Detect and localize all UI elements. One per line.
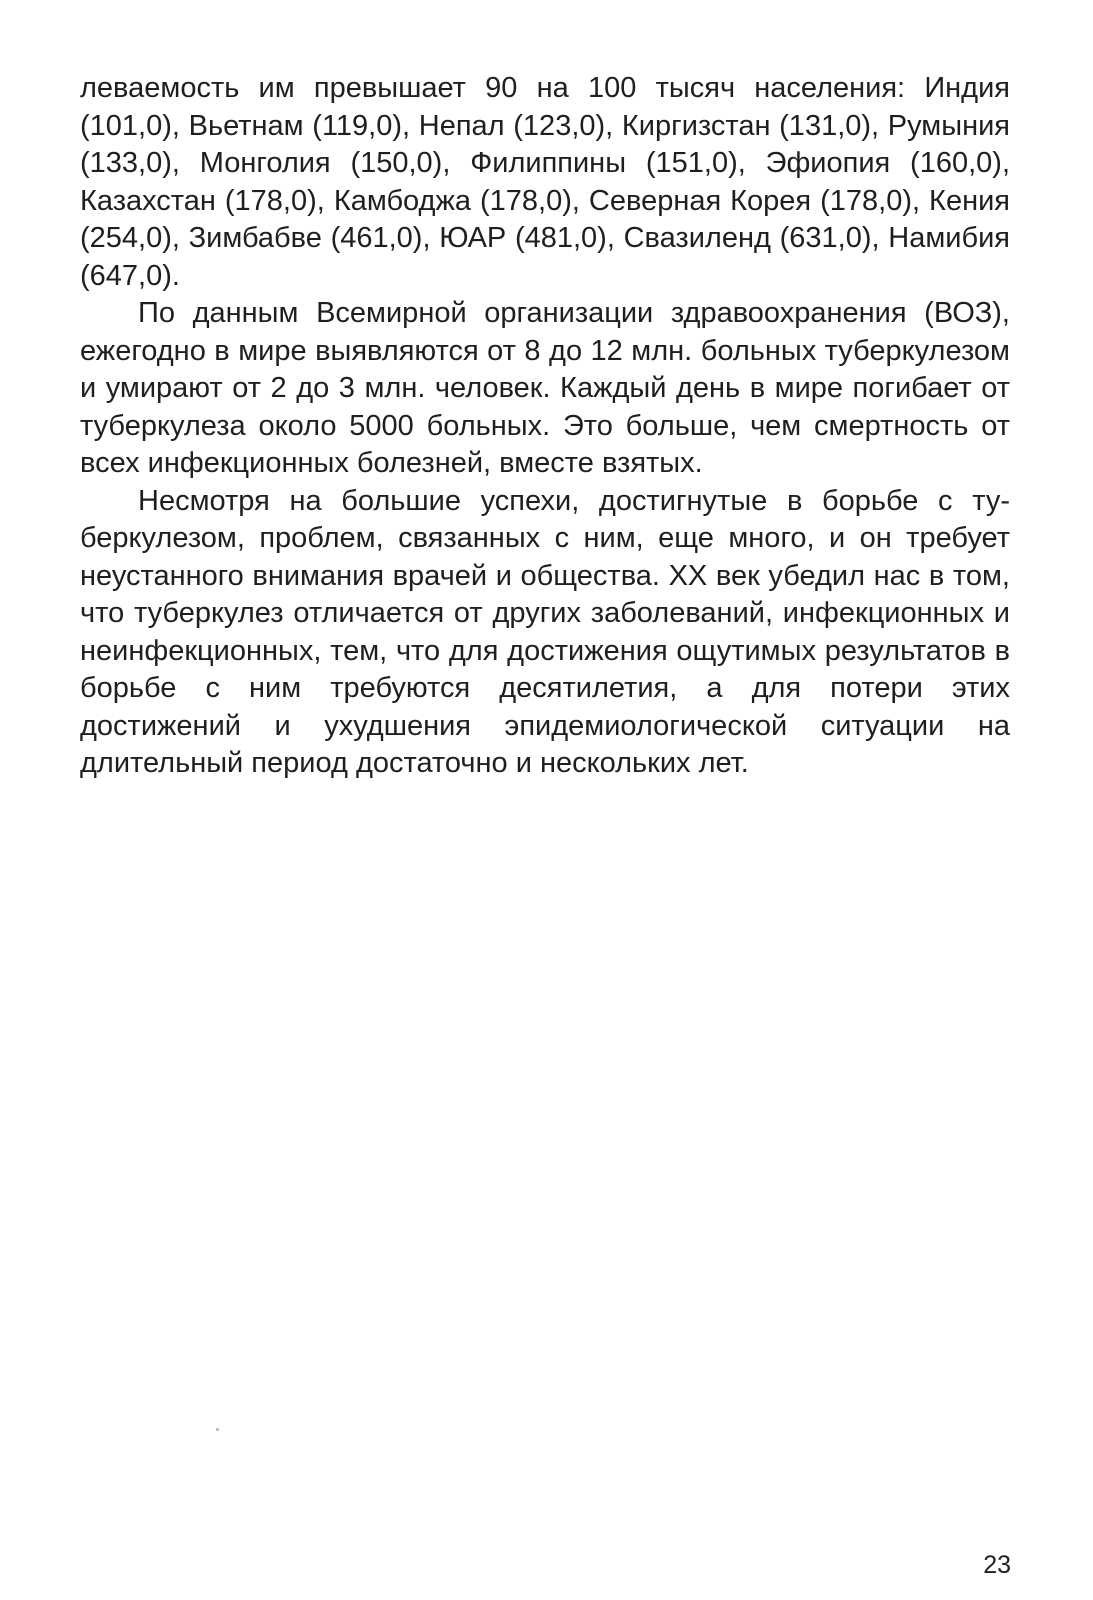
page-number: 23	[983, 1551, 1011, 1579]
paragraph-2: По данным Всемирной организации здравоохранения (ВОЗ), ежегодно в мире выявляются от 8 до 12 млн. больных туберкулезом и умирают от 2 до 3 млн. человек. Каждый день в мире погибает от туберкулеза около 5000 больных. Это больше, чем смертность от всех инфекционных болезней, вместе взятых.	[80, 297, 1010, 479]
paragraph-3: Несмотря на большие успехи, достигнутые в борьбе с туберкулезом, проблем, связанных с ним, еще много, и он требует неустанного внимания врачей и общества. XX век убедил нас в том, что туберкулез отличается от других заболеваний, инфекционных и неинфекционных, тем, что для достижения ощутимых результатов в борьбе с ним требуются десятилетия, а для потери этих достижений и ухудшения эпидемиологической ситуации на длительный период достаточно и нескольких лет.	[80, 484, 1010, 779]
scan-speck	[216, 1428, 219, 1431]
paragraph-1: леваемость им превышает 90 на 100 тысяч населения: Индия (101,0), Вьетнам (119,0), Непал (123,0), Киргизстан (131,0), Румыния (133,0), Монголия (150,0), Филиппины (151,0), Эфиопия (160,0), Казахстан (178,0), Камбоджа (178,0), Северная Корея (178,0), Кения (254,0), Зимбабве (461,0), ЮАР (481,0), Свазиленд (631,0), Намибия (647,0).	[80, 72, 1010, 292]
page-text	[80, 70, 1010, 783]
